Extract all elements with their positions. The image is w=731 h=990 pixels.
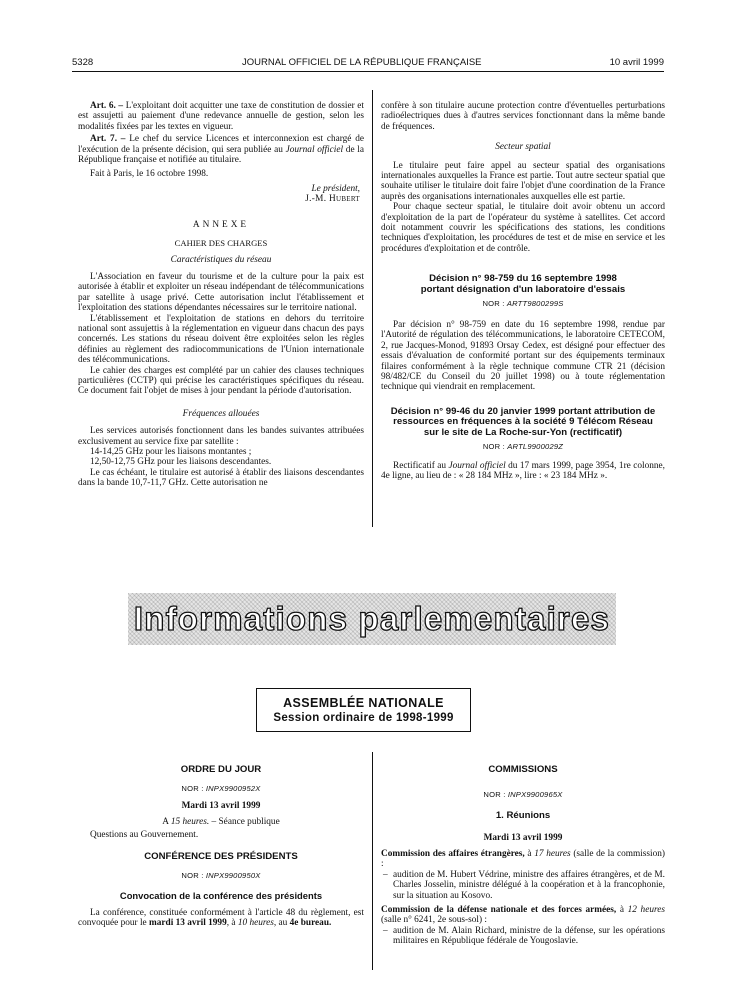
- reunions-heading: 1. Réunions: [495, 810, 551, 821]
- ordre-du-jour-nor: NOR : INPX9900952X: [181, 783, 261, 793]
- caracteristiques-p2: L'établissement et l'exploitation de stations en dehors du territoire national sont assujettis à la réglementation en vigueur dans chacun des pays concernés. Les stations du réseau doivent être exploitées selon les règles définies au règlement des radiocommunications de l'Union internationale des télécommunications.: [78, 313, 364, 366]
- secteur-spatial-p2: Pour chaque secteur spatial, le titulaire doit avoir obtenu un accord d'exploitation de la part de l'opérateur du système à satellites. Cet accord doit notamment couvrir les spécifications des stations, les conditions techniques d'exploitation, les procédures de test et de mise en service et les procédures d'exploitation et de contrôle.: [381, 202, 665, 254]
- right-bottom-column: [381, 765, 665, 947]
- left-top-column: [78, 101, 364, 489]
- article-7: Art. 7. – Le chef du service Licences et interconnexion est chargé de l'exécution de la présente décision, qui sera publiée au Journal officiel de la République française et notifiée au titulaire.: [78, 134, 364, 166]
- ordre-du-jour-heading: ORDRE DU JOUR: [180, 764, 262, 775]
- list-item: – audition de M. Alain Richard, ministre de la défense, sur les opérations militaires en République fédérale de Yougoslavie.: [393, 926, 665, 947]
- caracteristiques-heading: Caractéristiques du réseau: [170, 255, 272, 266]
- commission-defense-nationale: Commission de la défense nationale et des forces armées, à 12 heures (salle n° 6241, 2e sous-sol) :: [381, 905, 665, 926]
- ordre-date: Mardi 13 avril 1999: [181, 801, 261, 811]
- decision-98-759-nor: NOR : ARTT9800299S: [482, 299, 564, 309]
- assemblee-nationale-box: [256, 688, 471, 732]
- fait-a-paris: Fait à Paris, le 16 octobre 1998.: [90, 169, 209, 180]
- ordre-questions: Questions au Gouvernement.: [90, 829, 199, 840]
- commissions-date: Mardi 13 avril 1999: [483, 832, 563, 843]
- column-divider-bottom: [372, 752, 373, 970]
- page-number: 5328: [72, 57, 94, 68]
- signature-name: J.-M. Hubert: [305, 194, 360, 205]
- commission-defense-nationale-list: [381, 926, 665, 947]
- annexe-heading: ANNEXE: [192, 219, 250, 230]
- header-rule: [72, 71, 664, 72]
- commission-affaires-etrangeres-list: [381, 870, 665, 901]
- conference-presidents-heading: CONFÉRENCE DES PRÉSIDENTS: [144, 851, 298, 863]
- banner-title: Informations parlementaires: [133, 600, 611, 637]
- signature-role: Le président,: [311, 183, 360, 194]
- decision-98-759-text: Par décision n° 98-759 en date du 16 septembre 1998, rendue par l'Autorité de régulation des télécommunications, le laboratoire CETECOM, 2, rue Jacques-Monod, 91893 Orsay Cedex, est désigné pour effectuer des essais d'évaluation de conformité portant sur des équipements terminaux filaires conformément à la règle technique commune CTR 21 (décision 98/482/CE du Conseil du 20 juillet 1998) ou à toute réglementation technique qui viendrait en remplacement.: [381, 319, 665, 393]
- article-6: Art. 6. – L'exploitant doit acquitter une taxe de constitution de dossier et est assujetti au paiement d'une redevance annuelle de gestion, selon les modalités fixées par les textes en vigueur.: [78, 101, 365, 132]
- cahier-heading: CAHIER DES CHARGES: [174, 238, 268, 249]
- frequences-p1: Les services autorisés fonctionnent dans les bandes suivantes attribuées exclusivement au service fixe par satellite :: [78, 426, 364, 447]
- frequences-line2: 12,50-12,75 GHz pour les liaisons descendantes.: [90, 457, 272, 468]
- decision-99-46-nor: NOR : ARTL9900029Z: [482, 441, 564, 451]
- assemblee-title: ASSEMBLÉE NATIONALE: [283, 696, 444, 710]
- journal-title: JOURNAL OFFICIEL DE LA RÉPUBLIQUE FRANÇAISE: [242, 57, 482, 68]
- frequences-line1: 14-14,25 GHz pour les liaisons montantes ;: [90, 446, 252, 457]
- list-item: – audition de M. Hubert Védrine, ministre des affaires étrangères, et de M. Charles Josselin, ministre délégué à la coopération et à la francophonie, sur la situation au Kosovo.: [393, 870, 665, 901]
- secteur-spatial-heading: Secteur spatial: [495, 142, 551, 153]
- decision-99-46-title: Décision n° 99-46 du 20 janvier 1999 portant attribution de ressources en fréquences à la société 9 Télécom Réseau sur le site de La Roche-sur-Yon (rectificatif): [390, 405, 656, 438]
- ordre-time: A 15 heures. – Séance publique: [162, 817, 280, 828]
- commission-affaires-etrangeres: Commission des affaires étrangères, à 17 heures (salle de la commission) :: [381, 849, 665, 870]
- convocation-text: La conférence, constituée conformément à l'article 48 du règlement, est convoquée pour le mardi 13 avril 1999, à 10 heures, au 4e bureau.: [78, 907, 364, 929]
- right-top-column: [381, 101, 665, 482]
- informations-parlementaires-banner: [128, 593, 616, 645]
- conference-nor: NOR : INPX9900950X: [181, 870, 261, 880]
- convocation-heading: Convocation de la conférence des présidents: [119, 890, 323, 902]
- caracteristiques-p1: L'Association en faveur du tourisme et de la culture pour la paix est autorisée à établir et exploiter un réseau indépendant de télécommunications par satellite à usage privé. Cette autorisation inclut l'établissement et l'exploitation des stations dépendantes nécessaires sur le territoire national.: [78, 271, 364, 314]
- issue-date: 10 avril 1999: [609, 57, 664, 68]
- commissions-heading: COMMISSIONS: [488, 764, 558, 775]
- caracteristiques-p3: Le cahier des charges est complété par un cahier des clauses techniques particulières (CCTP) qui précise les caractéristiques spécifiques du réseau. Ce document fait l'objet de mises à jour pendant la période d'autorisation.: [78, 365, 364, 397]
- decision-99-46-text: Rectificatif au Journal officiel du 17 mars 1999, page 3954, 1re colonne, 4e ligne, au lieu de : « 28 184 MHz », lire : « 23 184 MHz ».: [381, 460, 665, 482]
- frequences-heading: Fréquences allouées: [182, 408, 260, 419]
- assemblee-session: Session ordinaire de 1998-1999: [273, 712, 454, 724]
- left-bottom-column: [78, 765, 364, 929]
- frequences-p2: Le cas échéant, le titulaire est autorisé à établir des liaisons descendantes dans la bande 10,7-11,7 GHz. Cette autorisation ne: [78, 467, 364, 489]
- decision-98-759-title: Décision n° 98-759 du 16 septembre 1998 portant désignation d'un laboratoire d'essais: [420, 273, 626, 295]
- page-header: [72, 57, 664, 71]
- continuation-text: confère à son titulaire aucune protection contre d'éventuelles perturbations radioélectriques dues à d'autres services fonctionnant dans la même bande de fréquences.: [381, 101, 665, 132]
- commissions-nor: NOR : INPX9900965X: [483, 789, 563, 799]
- column-divider-top: [372, 90, 373, 527]
- secteur-spatial-p1: Le titulaire peut faire appel au secteur spatial des organisations internationales auxquelles la France est partie. Tout autre secteur spatial que souhaite utiliser le titulaire doit faire l'objet d'une coordination de la France auprès des organisations internationales auxquelles elle est partie.: [381, 160, 665, 202]
